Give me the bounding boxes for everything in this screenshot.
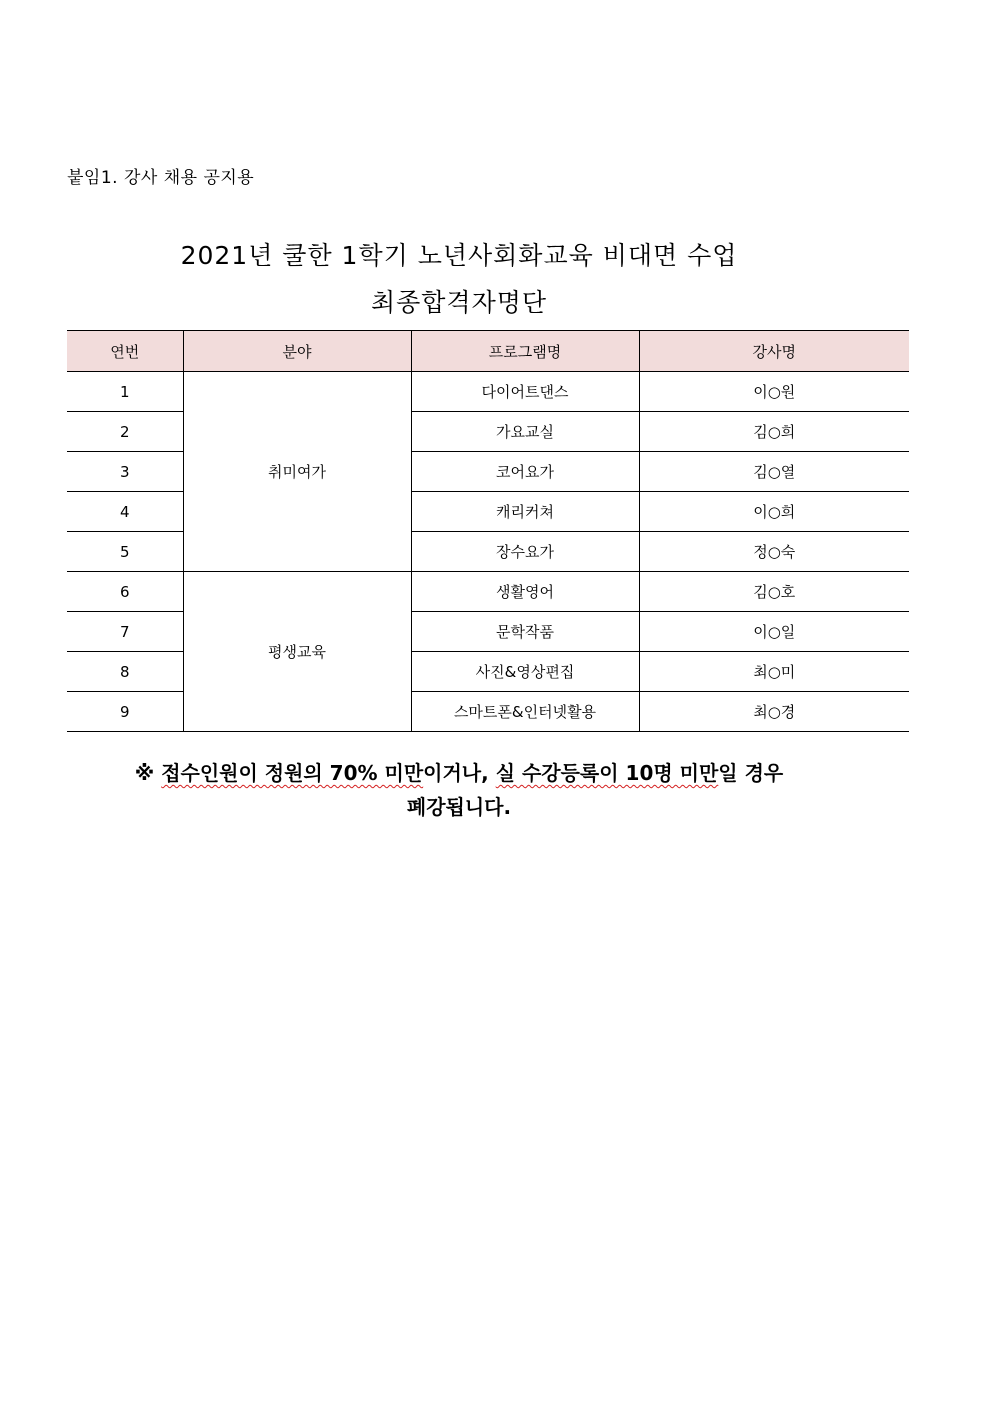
row-instructor: 김○희	[639, 412, 909, 452]
notice-condition-registration: 실 수강등록이 10명 미만	[495, 761, 719, 785]
cancellation-notice-result: 폐강됩니다.	[406, 795, 512, 819]
row-no: 3	[67, 452, 183, 492]
field-cell-hobby: 취미여가	[183, 372, 411, 572]
header-instructor: 강사명	[639, 331, 909, 372]
field-cell-lifelong: 평생교육	[183, 572, 411, 732]
document-subtitle: 최종합격자명단	[370, 288, 548, 317]
row-no: 8	[67, 652, 183, 692]
row-instructor: 김○열	[639, 452, 909, 492]
row-instructor: 최○미	[639, 652, 909, 692]
notice-ending: 일 경우	[718, 761, 784, 785]
final-applicants-table	[67, 330, 909, 732]
row-instructor: 김○호	[639, 572, 909, 612]
row-program: 생활영어	[411, 572, 639, 612]
reference-mark: ※	[134, 761, 155, 785]
row-instructor: 최○경	[639, 692, 909, 732]
header-field: 분야	[183, 331, 411, 372]
row-instructor: 이○일	[639, 612, 909, 652]
notice-condition-enrollment: 접수인원이 정원의 70% 미만	[161, 761, 424, 785]
table-header-row	[67, 331, 909, 372]
attachment-label: 붙임1. 강사 채용 공지용	[67, 168, 255, 188]
row-no: 2	[67, 412, 183, 452]
row-instructor: 정○숙	[639, 532, 909, 572]
notice-connector: 이거나,	[423, 761, 489, 785]
header-program: 프로그램명	[411, 331, 639, 372]
row-program: 스마트폰&인터넷활용	[411, 692, 639, 732]
header-no: 연번	[67, 331, 183, 372]
row-program: 코어요가	[411, 452, 639, 492]
row-program: 가요교실	[411, 412, 639, 452]
row-program: 문학작품	[411, 612, 639, 652]
row-program: 캐리커쳐	[411, 492, 639, 532]
row-program: 사진&영상편집	[411, 652, 639, 692]
table-row	[67, 572, 909, 612]
row-no: 4	[67, 492, 183, 532]
row-no: 7	[67, 612, 183, 652]
document-title: 2021년 쿨한 1학기 노년사회화교육 비대면 수업	[180, 241, 738, 270]
row-no: 5	[67, 532, 183, 572]
row-instructor: 이○원	[639, 372, 909, 412]
table-row	[67, 372, 909, 412]
row-no: 9	[67, 692, 183, 732]
cancellation-notice	[0, 757, 918, 786]
row-program: 장수요가	[411, 532, 639, 572]
row-instructor: 이○희	[639, 492, 909, 532]
row-no: 6	[67, 572, 183, 612]
row-no: 1	[67, 372, 183, 412]
row-program: 다이어트댄스	[411, 372, 639, 412]
